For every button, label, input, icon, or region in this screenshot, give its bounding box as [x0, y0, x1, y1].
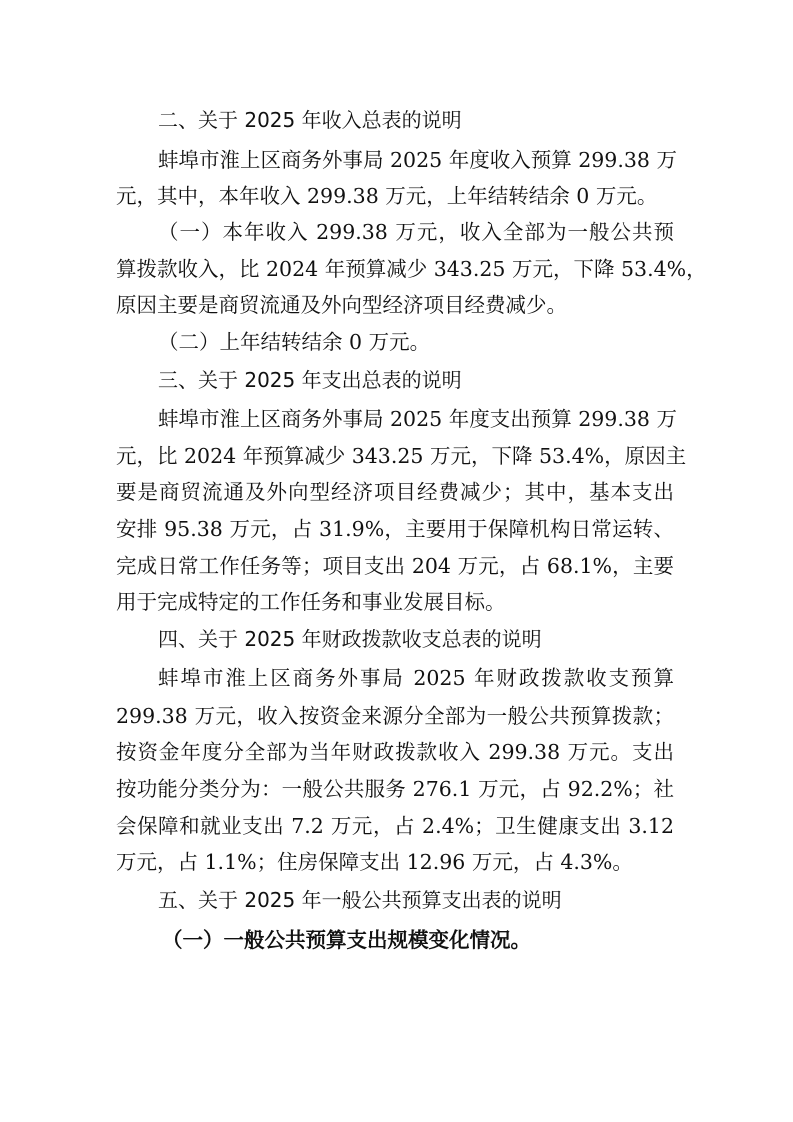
paragraph-line: 万元，占 1.1%；住房保障支出 12.96 万元，占 4.3%。 — [116, 850, 633, 874]
section-heading-general-budget-expenditure: 五、关于 2025 年一般公共预算支出表的说明 — [158, 888, 562, 912]
paragraph-line: 用于完成特定的工作任务和事业发展目标。 — [116, 590, 506, 614]
paragraph-line: 蚌埠市淮上区商务外事局 2025 年财政拨款收支预算 — [158, 666, 674, 690]
paragraph-line: 要是商贸流通及外向型经济项目经费减少；其中，基本支出 — [116, 480, 674, 504]
paragraph-line: 原因主要是商贸流通及外向型经济项目经费减少。 — [116, 293, 567, 317]
paragraph-line: 按功能分类分为：一般公共服务 276.1 万元，占 92.2%；社 — [116, 777, 674, 801]
paragraph-line: 按资金年度分全部为当年财政拨款收入 299.38 万元。支出 — [116, 740, 674, 764]
paragraph-line: 会保障和就业支出 7.2 万元，占 2.4%；卫生健康支出 3.12 — [116, 814, 674, 838]
paragraph-line: 299.38 万元，收入按资金来源分全部为一般公共预算拨款； — [116, 704, 674, 728]
paragraph-line: 完成日常工作任务等；项目支出 204 万元，占 68.1%，主要 — [116, 554, 674, 578]
paragraph-line: 安排 95.38 万元，占 31.9%，主要用于保障机构日常运转、 — [116, 517, 674, 541]
paragraph-line: 蚌埠市淮上区商务外事局 2025 年度收入预算 299.38 万 — [158, 148, 677, 172]
section-heading-income-summary: 二、关于 2025 年收入总表的说明 — [158, 108, 462, 132]
section-heading-fiscal-appropriation: 四、关于 2025 年财政拨款收支总表的说明 — [158, 627, 542, 651]
paragraph-line: 算拨款收入，比 2024 年预算减少 343.25 万元，下降 53.4%， — [116, 257, 707, 281]
paragraph-line: 元，其中，本年收入 299.38 万元，上年结转结余 0 万元。 — [116, 184, 658, 208]
section-heading-expenditure-summary: 三、关于 2025 年支出总表的说明 — [158, 368, 462, 392]
paragraph-line: 蚌埠市淮上区商务外事局 2025 年度支出预算 299.38 万 — [158, 407, 677, 431]
paragraph-line: （一）本年收入 299.38 万元，收入全部为一般公共预 — [158, 220, 674, 244]
paragraph-line: （二）上年结转结余 0 万元。 — [158, 330, 431, 354]
paragraph-line: 元，比 2024 年预算减少 343.25 万元，下降 53.4%，原因主 — [116, 444, 687, 468]
subsection-heading-scale-change: （一）一般公共预算支出规模变化情况。 — [162, 928, 531, 952]
